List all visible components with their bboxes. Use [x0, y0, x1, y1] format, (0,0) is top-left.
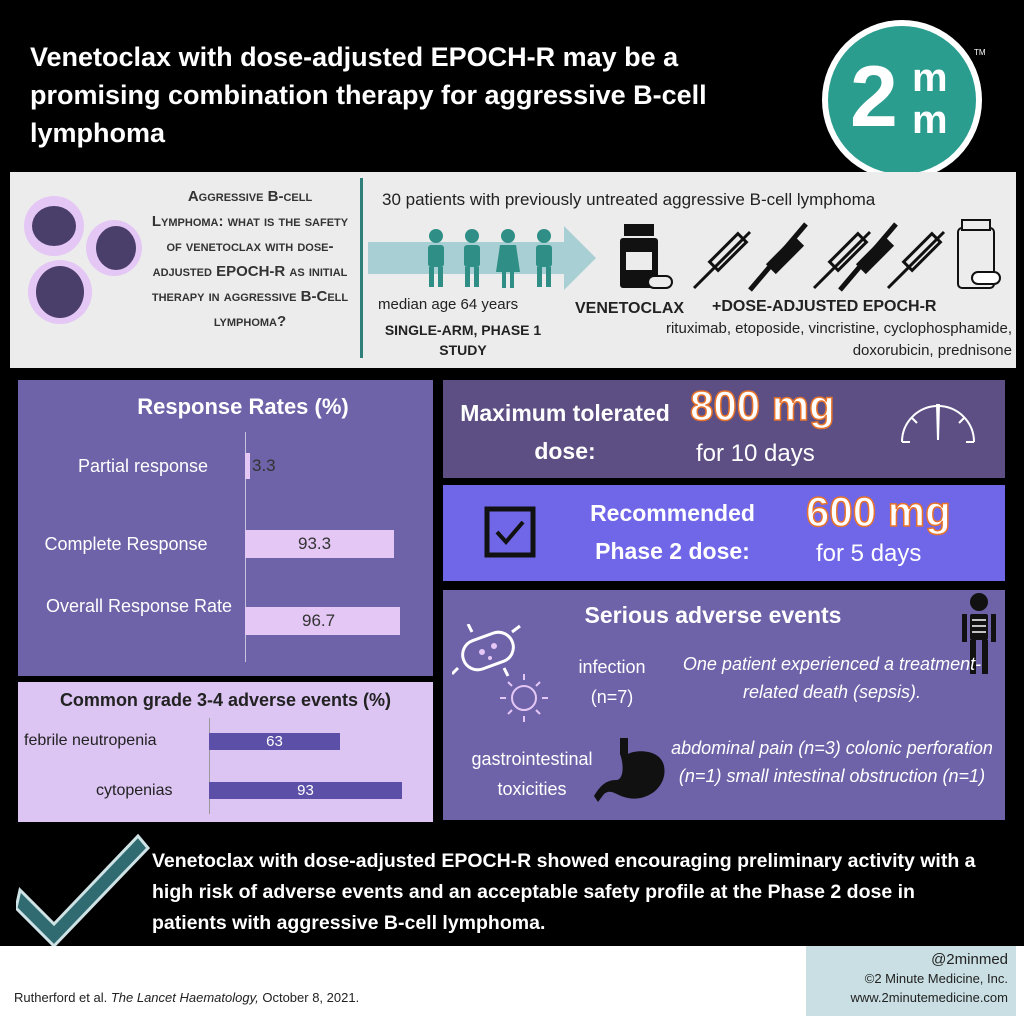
partial-response-label: Partial response: [77, 456, 209, 476]
death-event: One patient experienced a treatment-related death (sepsis).: [682, 654, 982, 702]
mtd-dose: 800 mg: [690, 382, 835, 429]
epoch-drugs: rituximab, etoposide, vincristine, cyclophosphamide, doxorubicin, prednisone: [665, 320, 1012, 359]
patients-arrow-icon: [368, 222, 598, 296]
citation-authors: Rutherford et al.: [14, 990, 111, 1005]
logo-letter-top: m: [912, 56, 948, 100]
page-title: Venetoclax with dose-adjusted EPOCH-R may be a promising combination therapy for aggressive B-cell lymphoma: [30, 42, 707, 148]
adverse-event-bar: [209, 782, 402, 799]
overall-response-value: 96.7: [302, 611, 336, 630]
mtd-duration: for 10 days: [696, 440, 815, 467]
febrile-neutropenia-value: 63: [266, 733, 283, 750]
logo-letter-bottom: m: [912, 98, 948, 142]
bacteria-icon: [452, 624, 562, 724]
complete-response-value: 93.3: [298, 534, 332, 553]
overall-response-label: Overall Response Rate: [45, 596, 233, 616]
adverse-event-bar: [209, 733, 340, 750]
infection-event: infection (n=7): [578, 657, 646, 707]
gi-events: abdominal pain (n=3) colonic perforation (n=1) small intestinal obstruction (n=1): [671, 738, 993, 786]
credits-box: [806, 946, 1016, 1016]
response-rates-title: Response Rates (%): [137, 394, 349, 419]
rp2d-label: Recommended Phase 2 dose:: [590, 500, 755, 564]
median-age: median age 64 years: [378, 296, 519, 313]
brand-logo: [822, 20, 986, 180]
stomach-icon: [594, 736, 668, 806]
adverse-events-title: Common grade 3-4 adverse events (%): [59, 690, 392, 710]
complete-response-label: Complete Response: [44, 534, 208, 554]
gauge-icon: [896, 396, 980, 446]
checkbox-icon: [484, 506, 536, 558]
lymphoma-cells-icon: [14, 188, 154, 348]
citation-date: October 8, 2021.: [258, 990, 360, 1005]
study-type: SINGLE-ARM, PHASE 1 STUDY: [384, 322, 542, 358]
mtd-label: Maximum tolerated dose:: [460, 400, 670, 464]
sae-title: Serious adverse events: [584, 602, 842, 628]
panel-divider: [360, 178, 363, 358]
patients-description: 30 patients with previously untreated aggressive B-cell lymphoma: [382, 190, 876, 209]
syringes-icon: [690, 214, 1010, 294]
pill-bottle-icon: [618, 222, 674, 292]
checkmark-icon: [16, 828, 150, 950]
partial-response-value: 3.3: [252, 456, 276, 475]
website-link[interactable]: www.2minutemedicine.com: [850, 990, 1008, 1005]
social-handle: @2minmed: [931, 951, 1008, 968]
venetoclax-label: VENETOCLAX: [575, 300, 685, 317]
study-question: Aggressive B-cell Lymphoma: what is the safety of venetoclax with dose-adjusted EPOCH-R as initial therapy in aggressive B-Cell lymphoma?: [151, 188, 349, 330]
citation-journal: The Lancet Haematology,: [110, 990, 259, 1005]
cytopenias-label: cytopenias: [96, 782, 173, 799]
response-bar: [245, 453, 250, 479]
cytopenias-value: 93: [297, 782, 314, 799]
epoch-title: +DOSE-ADJUSTED EPOCH-R: [712, 298, 937, 315]
conclusion-text: Venetoclax with dose-adjusted EPOCH-R showed encouraging preliminary activity with a high risk of adverse events and an acceptable safety profile at the Phase 2 dose in patients with aggressive B-cell lymphoma.: [152, 850, 976, 934]
febrile-neutropenia-label: febrile neutropenia: [24, 732, 157, 749]
logo-trademark: TM: [974, 48, 986, 57]
gi-toxicities-label: gastrointestinal toxicities: [471, 749, 593, 799]
copyright: ©2 Minute Medicine, Inc.: [864, 971, 1008, 986]
logo-circle: [828, 26, 976, 174]
rp2d-duration: for 5 days: [816, 540, 922, 567]
rp2d-dose: 600 mg: [806, 488, 951, 535]
citation: [14, 990, 359, 1005]
logo-number: 2: [850, 49, 898, 145]
